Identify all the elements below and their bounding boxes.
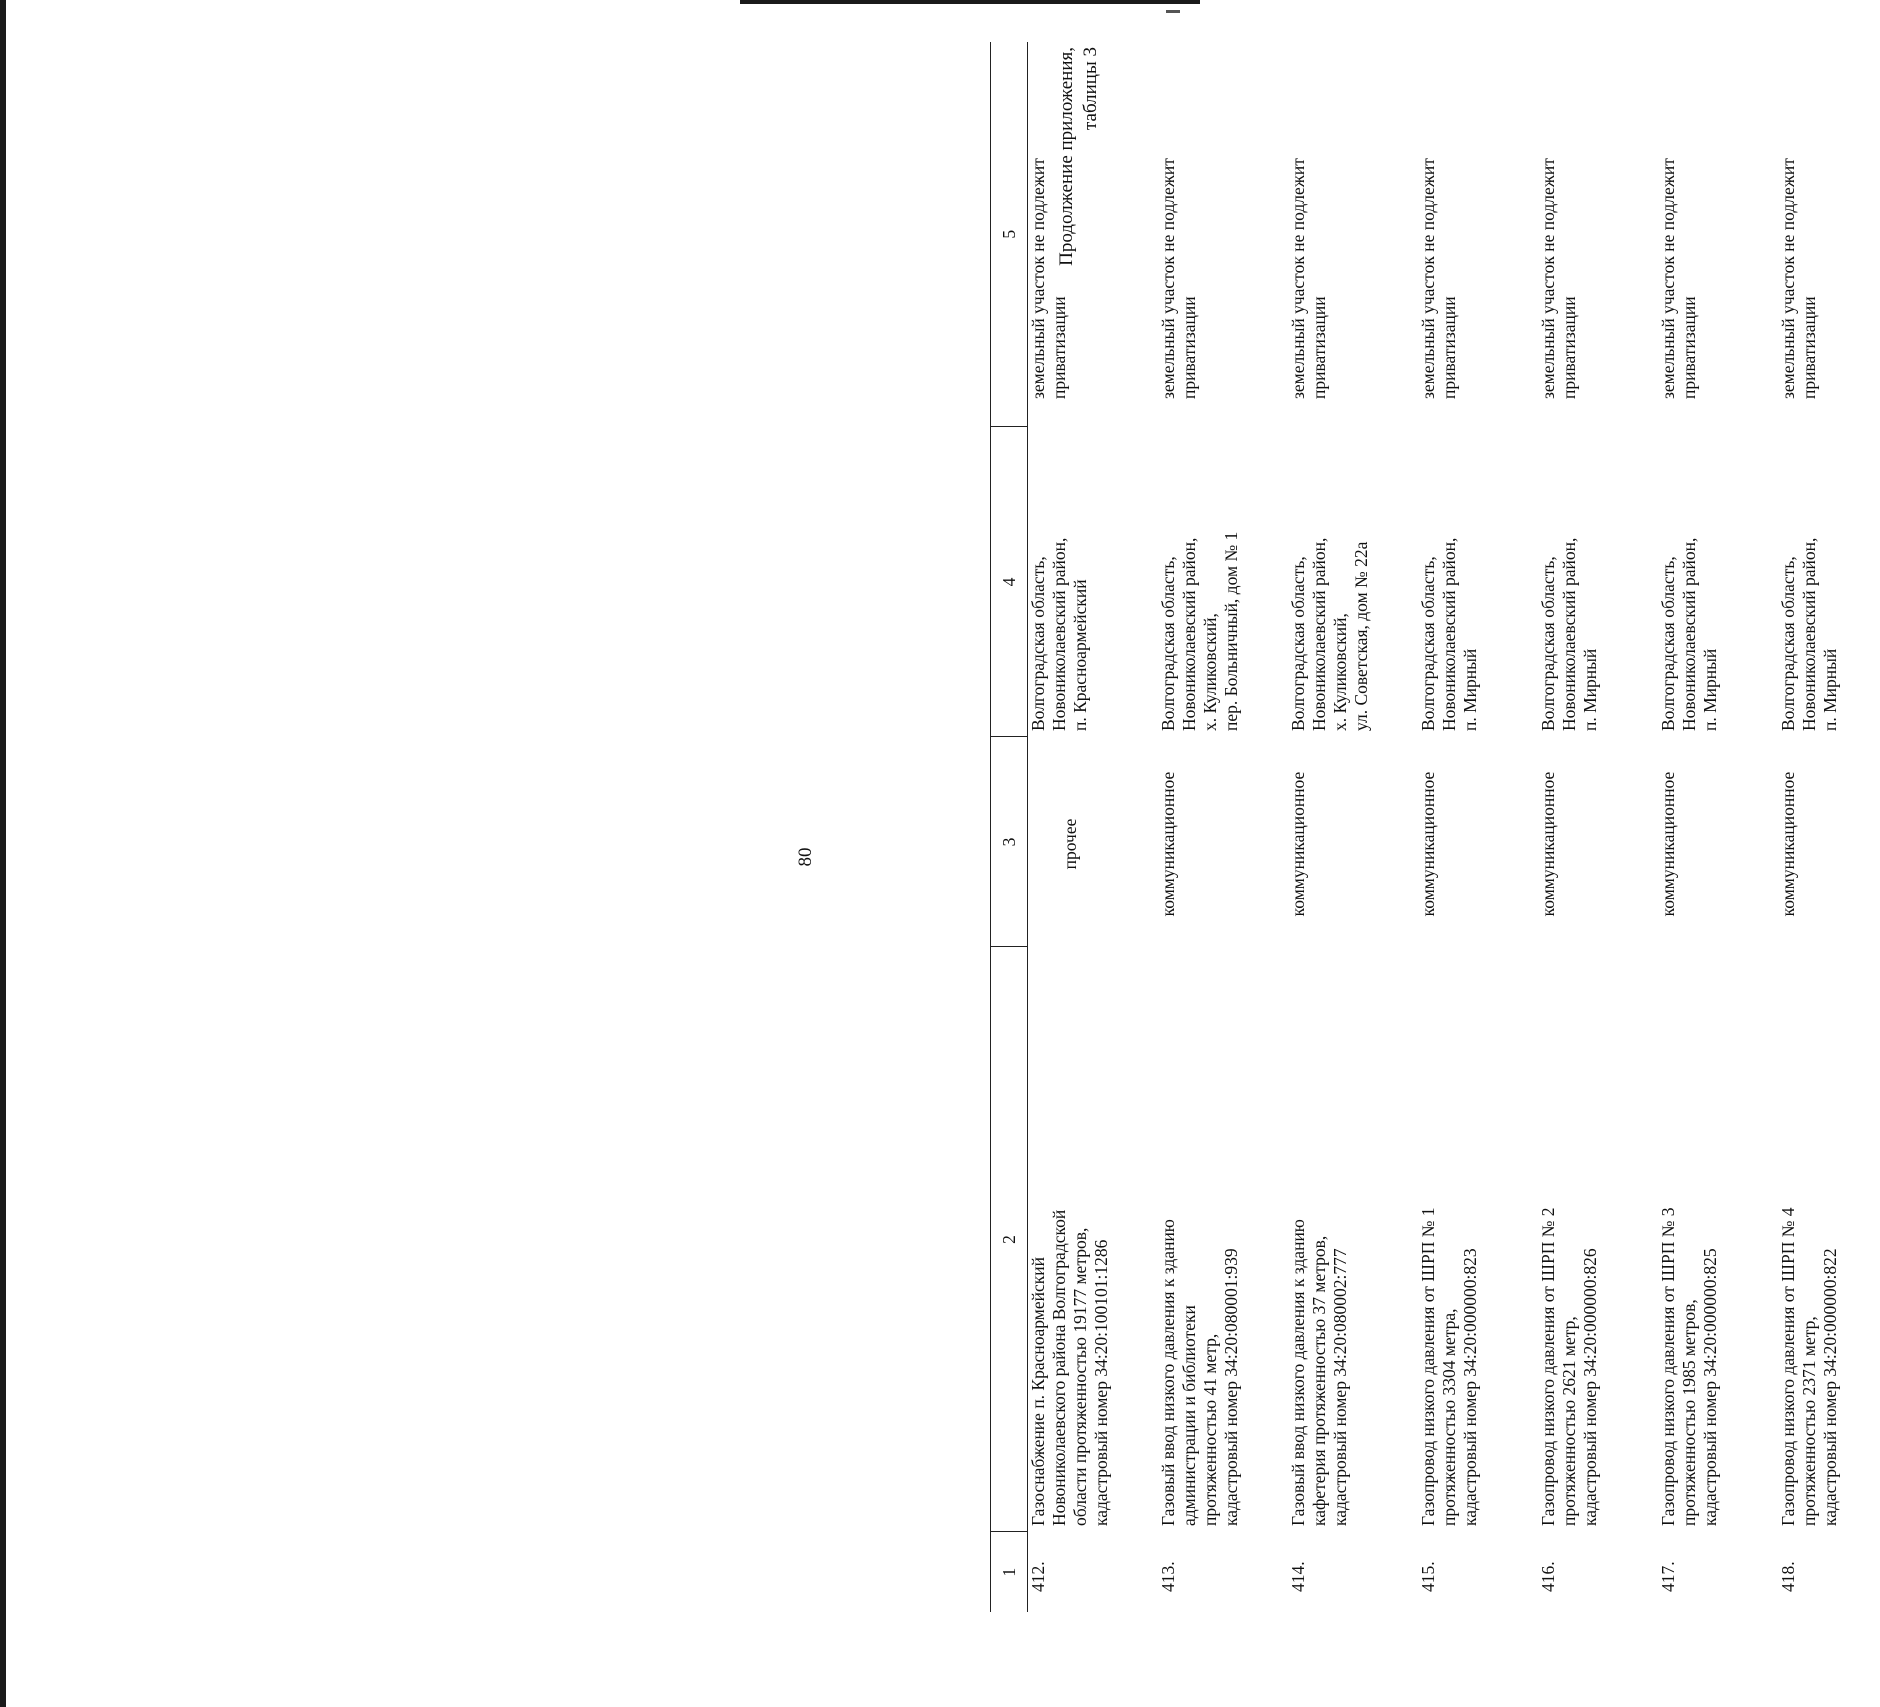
row-number: 413. xyxy=(1157,1561,1178,1592)
row-number: 418. xyxy=(1777,1561,1798,1592)
column-header-2: 2 xyxy=(991,947,1028,1532)
property-table xyxy=(990,42,1880,1612)
table-row xyxy=(1392,42,1520,1612)
object-description: Газопровод низкого давления от ШРП № 2 протяженностью 2621 метр, кадастровый номер 34:20:000000:826 xyxy=(1537,1207,1600,1526)
caption-line-2: таблицы 3 xyxy=(1080,47,1101,130)
object-description: Газовый ввод низкого давления к зданию кафетерия протяженностью 37 метров, кадастровый номер 34:20:080002:777 xyxy=(1287,1219,1350,1526)
column-header-1: 1 xyxy=(991,1532,1028,1612)
object-description: Газоснабжение п. Красноармейский Новониколаевского района Волгоградской области протяженностью 19177 метров, кадастровый номер 34:20:100101:1286 xyxy=(1028,1209,1111,1526)
privatization-status: земельный участок не подлежит приватизации xyxy=(1157,158,1199,399)
object-type: коммуникационное xyxy=(1777,771,1798,917)
table-row xyxy=(1132,42,1262,1612)
object-type: коммуникационное xyxy=(1657,771,1678,917)
object-type: коммуникационное xyxy=(1157,771,1178,917)
row-number: 417. xyxy=(1657,1561,1678,1592)
object-address: Волгоградская область, Новониколаевский район, п. Красноармейский xyxy=(1028,537,1090,731)
table-row xyxy=(1640,42,1760,1612)
object-description: Газопровод низкого давления от ШРП № 4 протяженностью 2371 метр, кадастровый номер 34:20:000000:822 xyxy=(1777,1207,1840,1526)
table-row xyxy=(1760,42,1880,1612)
privatization-status: земельный участок не подлежит приватизации xyxy=(1777,158,1819,399)
table-row xyxy=(1262,42,1392,1612)
object-address: Волгоградская область, Новониколаевский район, п. Мирный xyxy=(1657,537,1720,731)
column-header-5: 5 xyxy=(991,42,1028,427)
object-address: Волгоградская область, Новониколаевский район, х. Куликовский, ул. Советская, дом № 22а xyxy=(1287,537,1371,731)
object-description: Газопровод низкого давления от ШРП № 3 протяженностью 1985 метров, кадастровый номер 34:20:000000:825 xyxy=(1657,1207,1720,1526)
object-type: коммуникационное xyxy=(1537,771,1558,917)
row-number: 414. xyxy=(1287,1561,1308,1592)
row-number: 412. xyxy=(1028,1561,1048,1592)
row-number: 415. xyxy=(1417,1561,1438,1592)
object-address: Волгоградская область, Новониколаевский район, х. Куликовский, пер. Больничный, дом № 1 xyxy=(1157,531,1241,731)
object-type: прочее xyxy=(1060,818,1080,870)
object-address: Волгоградская область, Новониколаевский район, п. Мирный xyxy=(1777,537,1840,731)
column-header-4: 4 xyxy=(991,427,1028,737)
privatization-status: земельный участок не подлежит приватизации xyxy=(1287,158,1329,399)
column-header-3: 3 xyxy=(991,737,1028,947)
object-address: Волгоградская область, Новониколаевский район, п. Мирный xyxy=(1417,537,1480,731)
object-description: Газовый ввод низкого давления к зданию администрации и библиотеки протяженностью 41 метр, кадастровый номер 34:20:080001:939 xyxy=(1157,1219,1241,1526)
table-row xyxy=(1520,42,1640,1612)
page-number: 80 xyxy=(795,847,816,867)
privatization-status: земельный участок не подлежит приватизации xyxy=(1417,158,1459,399)
object-address: Волгоградская область, Новониколаевский район, п. Мирный xyxy=(1537,537,1600,731)
privatization-status: земельный участок не подлежит приватизации xyxy=(1537,158,1579,399)
object-type: коммуникационное xyxy=(1287,771,1308,917)
object-type: коммуникационное xyxy=(1417,771,1438,917)
table-row xyxy=(1028,42,1132,1612)
row-number: 416. xyxy=(1537,1561,1558,1592)
header-row xyxy=(991,42,1028,1612)
caption-line-1: Продолжение приложения, xyxy=(1056,47,1077,266)
privatization-status: земельный участок не подлежит приватизации xyxy=(1657,158,1699,399)
privatization-status: земельный участок не подлежит приватизации xyxy=(1028,158,1069,399)
object-description: Газопровод низкого давления от ШРП № 1 протяженностью 3304 метра, кадастровый номер 34:20:000000:823 xyxy=(1417,1207,1480,1526)
